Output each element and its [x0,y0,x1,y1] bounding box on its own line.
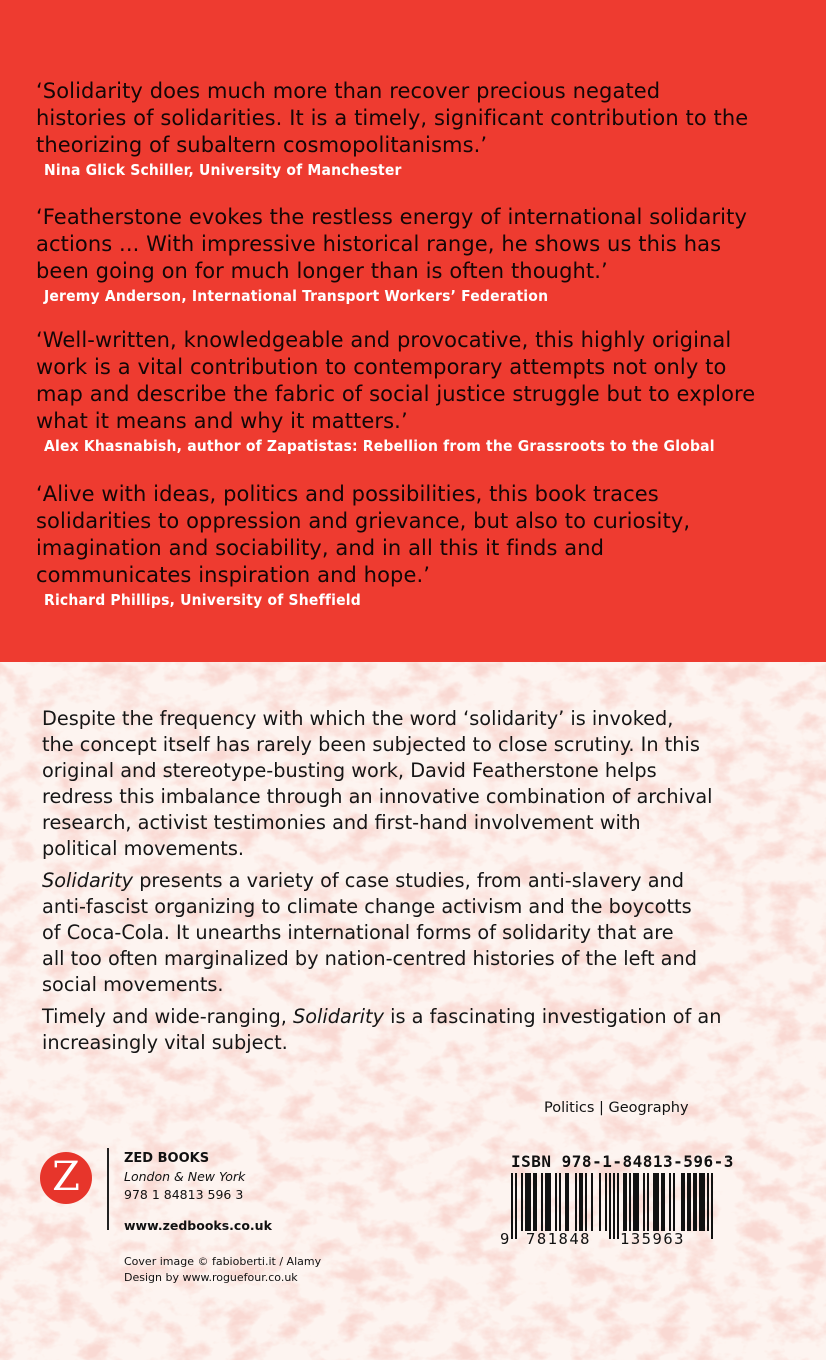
barcode-bar [617,1173,619,1239]
blurb-quote: ‘Solidarity does much more than recover precious negated histories of solidarities. It is a timely, significant contribution to the theorizing of subaltern cosmopolitanisms.’ [36,79,749,157]
barcode-digits-right: 135963 [620,1230,685,1248]
barcode-bar [647,1173,649,1231]
barcode-bar [681,1173,685,1231]
barcode-bar [599,1173,601,1231]
blurb-3 [36,327,796,456]
publisher-info [124,1150,272,1233]
barcode-bar [511,1173,513,1239]
publisher-divider [107,1148,109,1230]
blurb-1 [36,78,796,180]
barcode-bar [711,1173,713,1239]
description-paragraph-3: Timely and wide-ranging, Solidarity is a fascinating investigation of an increasingly vital subject. [42,1005,722,1054]
barcode-bar [661,1173,665,1231]
barcode-digits-left: 781848 [526,1230,591,1248]
barcode-bar [687,1173,691,1231]
barcode-bar [707,1173,709,1231]
barcode-bar [629,1173,631,1231]
barcode-bar [693,1173,697,1231]
barcode-bar [541,1173,543,1231]
publisher-isbn: 978 1 84813 596 3 [124,1187,244,1202]
blurb-attribution: Alex Khasnabish, author of Zapatistas: Rebellion from the Grassroots to the Global [44,437,715,455]
book-title-italic: Solidarity [292,1005,385,1028]
barcode-bar [575,1173,577,1231]
isbn-label: ISBN 978-1-84813-596-3 [511,1152,734,1171]
cover-credits [124,1254,321,1286]
book-description [42,706,792,1062]
barcode-bar [653,1173,659,1231]
barcode-bar [585,1173,587,1231]
blurb-quote: ‘Well-written, knowledgeable and provocative, this highly original work is a vital contribution to contemporary attempts not only to map and describe the fabric of social justice struggle but to explore what it means and why it matters.’ [36,328,756,433]
barcode-bar [545,1173,551,1231]
barcode-bar [555,1173,557,1231]
design-credit: Design by www.roguefour.co.uk [124,1271,298,1284]
publisher-name: ZED BOOKS [124,1151,210,1166]
subject-category: Politics | Geography [544,1100,689,1116]
blurb-attribution: Jeremy Anderson, International Transport Workers’ Federation [44,287,549,305]
blurb-attribution: Richard Phillips, University of Sheffield [44,591,361,609]
barcode-bar [633,1173,639,1231]
blurb-4 [36,481,796,610]
barcode-bar [515,1173,517,1239]
barcode-bar [613,1173,615,1239]
barcode-bar [643,1173,645,1231]
barcode-bar [623,1173,627,1231]
barcode-bar [525,1173,531,1231]
barcode-bar [605,1173,607,1231]
publisher-location: London & New York [124,1169,246,1184]
barcode-bar [521,1173,523,1231]
logo-letter: Z [52,1154,80,1200]
blurb-quote: ‘Featherstone evokes the restless energy of international solidarity actions ... With impressive historical range, he shows us this has been going on for much longer than is often thought.’ [36,205,747,283]
barcode-bar [559,1173,561,1231]
barcode-bar [699,1173,705,1231]
cover-image-credit: Cover image © fabioberti.it / Alamy [124,1255,322,1268]
barcode-bar [533,1173,537,1231]
publisher-website-link[interactable]: www.zedbooks.co.uk [124,1218,272,1233]
description-paragraph-2: Solidarity presents a variety of case studies, from anti-slavery and anti-fascist organizing to climate change activism and the boycotts of Coca-Cola. It unearths international forms of solidarity that are all too often marginalized by nation-centred histories of the left and social movements. [42,869,697,996]
zed-books-logo-icon [40,1152,92,1204]
barcode-digit-lead: 9 [500,1230,510,1248]
barcode-bar [673,1173,675,1231]
description-paragraph-1: Despite the frequency with which the word ‘solidarity’ is invoked, the concept itself has rarely been subjected to close scrutiny. In this original and stereotype-busting work, David Featherstone helps redress this imbalance through an innovative combination of archival research, activist testimonies and first-hand involvement with political movements. [42,707,713,860]
barcode-bar [579,1173,583,1231]
barcode-bar [669,1173,671,1231]
barcode-bar [565,1173,569,1231]
praise-panel [0,0,826,662]
blurb-quote: ‘Alive with ideas, politics and possibilities, this book traces solidarities to oppression and grievance, but also to curiosity, imagination and sociability, and in all this it finds and communicates inspiration and hope.’ [36,482,691,587]
barcode-bar [591,1173,593,1231]
book-title-italic: Solidarity [42,869,134,892]
blurb-2 [36,204,796,306]
barcode-bar [609,1173,611,1239]
blurb-attribution: Nina Glick Schiller, University of Manchester [44,161,402,179]
